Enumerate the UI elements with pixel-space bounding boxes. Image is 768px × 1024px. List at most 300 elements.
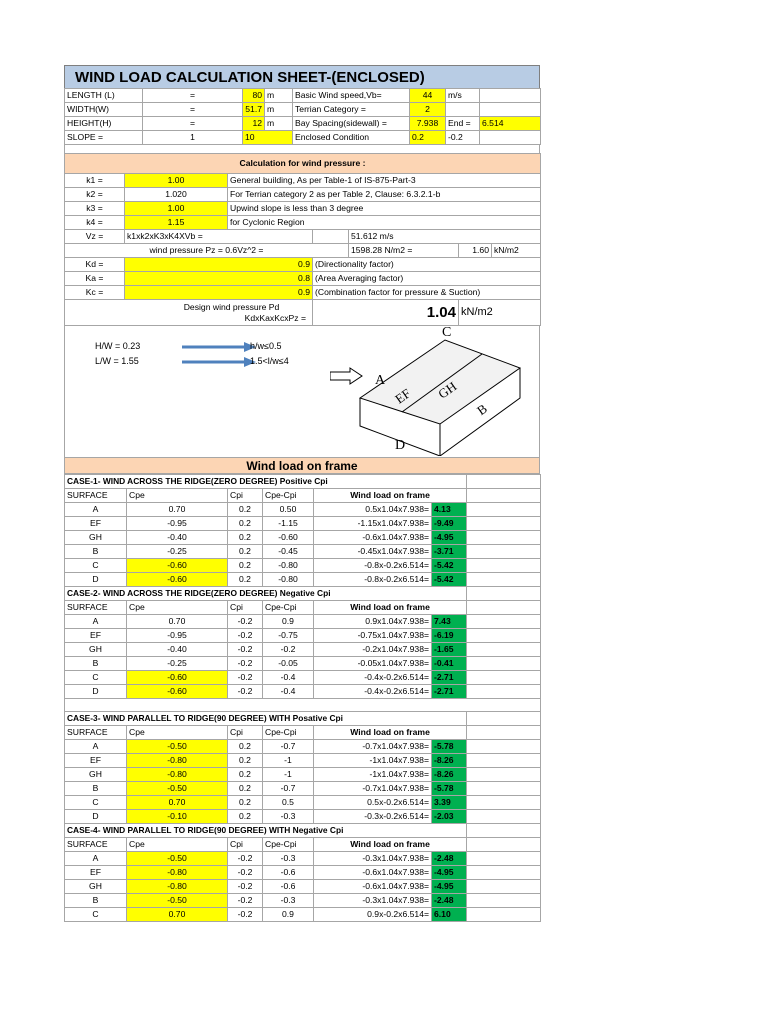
formula-cell: -0.75x1.04x7.938=	[314, 629, 432, 643]
kc-label: Kc =	[65, 286, 125, 300]
col-cpe-cpi: Cpe-Cpi	[263, 838, 314, 852]
row-k3	[65, 202, 541, 216]
row-slope	[65, 131, 541, 145]
arrow-icon	[182, 357, 256, 367]
k4-label: k4 =	[65, 216, 125, 230]
col-cpe: Cpe	[127, 838, 228, 852]
table-row	[65, 852, 541, 866]
table-row	[65, 503, 541, 517]
case-title-row	[65, 712, 541, 726]
hw-condition: h/w≤0.5	[250, 341, 282, 351]
ka-value[interactable]: 0.8	[125, 272, 313, 286]
cpi-cell: -0.2	[228, 908, 263, 922]
label-gh: GH	[435, 378, 460, 402]
empty-cell	[467, 796, 541, 810]
table-row	[65, 671, 541, 685]
cpe-cpi-cell: -0.80	[263, 559, 314, 573]
label-d: D	[395, 438, 406, 453]
col-surface: SURFACE	[65, 601, 127, 615]
slope-label: SLOPE =	[65, 131, 143, 145]
cpe-cpi-cell: -0.45	[263, 545, 314, 559]
empty-cell	[467, 601, 541, 615]
bay-value[interactable]: 7.938	[410, 117, 446, 131]
surface-cell: B	[65, 894, 127, 908]
cpe-cell: -0.80	[127, 880, 228, 894]
cpi-cell: 0.2	[228, 531, 263, 545]
surface-cell: GH	[65, 531, 127, 545]
col-wind-load: Wind load on frame	[314, 838, 467, 852]
case-title-row	[65, 475, 541, 489]
cpe-cpi-cell: -0.4	[263, 671, 314, 685]
formula-cell: -1.15x1.04x7.938=	[314, 517, 432, 531]
column-header-row	[65, 838, 541, 852]
col-wind-load: Wind load on frame	[314, 601, 467, 615]
pd-label	[65, 300, 313, 326]
col-cpe: Cpe	[127, 726, 228, 740]
cpi-cell: -0.2	[228, 643, 263, 657]
cpe-cell: -0.50	[127, 852, 228, 866]
height-label: HEIGHT(H)	[65, 117, 143, 131]
empty-cell	[467, 824, 541, 838]
col-cpe: Cpe	[127, 489, 228, 503]
empty-cell	[467, 810, 541, 824]
cpe-cell: -0.25	[127, 545, 228, 559]
cpi-cell: 0.2	[228, 740, 263, 754]
surface-cell: EF	[65, 866, 127, 880]
empty-cell	[467, 768, 541, 782]
table-row	[65, 782, 541, 796]
row-pz	[65, 244, 541, 258]
label-a: A	[375, 373, 386, 388]
cpe-cell: -0.50	[127, 894, 228, 908]
cpi-cell: 0.2	[228, 782, 263, 796]
k2-label: k2 =	[65, 188, 125, 202]
cpi-cell: 0.2	[228, 573, 263, 587]
empty-cell	[480, 103, 541, 117]
load-value-cell: -8.26	[432, 768, 467, 782]
pz-unit: kN/m2	[492, 244, 541, 258]
load-value-cell: 7.43	[432, 615, 467, 629]
surface-cell: A	[65, 503, 127, 517]
spacer	[64, 145, 540, 153]
width-unit: m	[265, 103, 293, 117]
table-row	[65, 573, 541, 587]
width-label: WIDTH(W)	[65, 103, 143, 117]
cpe-cell: -0.50	[127, 782, 228, 796]
cpe-cpi-cell: 0.5	[263, 796, 314, 810]
cpe-cpi-cell: -0.3	[263, 894, 314, 908]
row-length	[65, 89, 541, 103]
cpi-cell: 0.2	[228, 503, 263, 517]
cpe-cell: -0.60	[127, 559, 228, 573]
cpi-cell: 0.2	[228, 517, 263, 531]
table-row	[65, 643, 541, 657]
cpe-cell: 0.70	[127, 796, 228, 810]
col-cpe: Cpe	[127, 601, 228, 615]
empty-cell	[467, 475, 541, 489]
case-title: CASE-1- WIND ACROSS THE RIDGE(ZERO DEGREE) Positive Cpi	[65, 475, 467, 489]
col-cpi: Cpi	[228, 489, 263, 503]
row-kc	[65, 286, 541, 300]
table-row	[65, 531, 541, 545]
pz-kn: 1.60	[459, 244, 492, 258]
vz-formula: k1xk2xK3xK4XVb =	[125, 230, 313, 244]
formula-cell: -0.8x-0.2x6.514=	[314, 573, 432, 587]
formula-cell: -0.6x1.04x7.938=	[314, 880, 432, 894]
cpe-cpi-cell: -0.4	[263, 685, 314, 699]
end-label: End =	[446, 117, 480, 131]
calculation-sheet	[64, 65, 540, 922]
pd-label-line1: Design wind pressure Pd	[183, 301, 280, 312]
k3-value[interactable]: 1.00	[125, 202, 228, 216]
calc-heading: Calculation for wind pressure :	[65, 154, 541, 174]
col-wind-load: Wind load on frame	[314, 489, 467, 503]
k1-desc: General building, As per Table-1 of IS-875-Part-3	[228, 174, 541, 188]
k4-desc: for Cyclonic Region	[228, 216, 541, 230]
length-value[interactable]: 80	[243, 89, 265, 103]
load-value-cell: -2.48	[432, 894, 467, 908]
frame-heading: Wind load on frame	[64, 457, 540, 474]
formula-cell: -0.7x1.04x7.938=	[314, 782, 432, 796]
load-value-cell: -4.95	[432, 880, 467, 894]
cpi-cell: 0.2	[228, 810, 263, 824]
col-cpe-cpi: Cpe-Cpi	[263, 726, 314, 740]
col-surface: SURFACE	[65, 726, 127, 740]
formula-cell: -0.3x-0.2x6.514=	[314, 810, 432, 824]
cpe-cpi-cell: -0.80	[263, 573, 314, 587]
wind-speed-value[interactable]: 44	[410, 89, 446, 103]
surface-cell: C	[65, 671, 127, 685]
cpi-cell: -0.2	[228, 615, 263, 629]
cpe-cell: -0.80	[127, 866, 228, 880]
empty-cell	[446, 103, 480, 117]
label-b: B	[474, 400, 490, 419]
load-value-cell: 6.10	[432, 908, 467, 922]
empty-cell	[467, 503, 541, 517]
load-value-cell: -2.48	[432, 852, 467, 866]
cpe-cell: 0.70	[127, 615, 228, 629]
table-row	[65, 740, 541, 754]
table-row	[65, 894, 541, 908]
empty-cell	[467, 726, 541, 740]
inputs-table	[64, 88, 541, 145]
surface-cell: D	[65, 573, 127, 587]
table-row	[65, 559, 541, 573]
surface-cell: GH	[65, 643, 127, 657]
surface-cell: GH	[65, 880, 127, 894]
cpi-cell: 0.2	[228, 754, 263, 768]
formula-cell: -0.6x1.04x7.938=	[314, 866, 432, 880]
frame-body	[65, 475, 541, 922]
cpi-cell: -0.2	[228, 852, 263, 866]
surface-cell: C	[65, 796, 127, 810]
k1-label: k1 =	[65, 174, 125, 188]
formula-cell: -0.3x1.04x7.938=	[314, 852, 432, 866]
lw-condition: 1.5<l/w≤4	[250, 356, 289, 366]
row-width	[65, 103, 541, 117]
empty-cell	[467, 657, 541, 671]
cpi-cell: -0.2	[228, 671, 263, 685]
col-surface: SURFACE	[65, 489, 127, 503]
load-value-cell: -5.42	[432, 559, 467, 573]
formula-cell: -0.7x1.04x7.938=	[314, 740, 432, 754]
empty-cell	[467, 894, 541, 908]
vz-label: Vz =	[65, 230, 125, 244]
case-title: CASE-2- WIND ACROSS THE RIDGE(ZERO DEGREE) Negative Cpi	[65, 587, 467, 601]
load-value-cell: -2.71	[432, 671, 467, 685]
table-row	[65, 517, 541, 531]
width-value[interactable]: 51.7	[243, 103, 265, 117]
cpe-cpi-cell: -1	[263, 768, 314, 782]
kc-desc: (Combination factor for pressure & Suction)	[313, 286, 541, 300]
building-icon	[330, 326, 530, 456]
col-cpe-cpi: Cpe-Cpi	[263, 489, 314, 503]
empty-cell	[467, 489, 541, 503]
empty-cell	[467, 573, 541, 587]
enclosed-label: Enclosed Condition	[293, 131, 410, 145]
table-row	[65, 866, 541, 880]
table-row	[65, 629, 541, 643]
empty-cell	[467, 517, 541, 531]
table-row	[65, 908, 541, 922]
pd-unit: kN/m2	[459, 300, 541, 326]
empty-cell	[467, 740, 541, 754]
bay-label: Bay Spacing(sidewall) =	[293, 117, 410, 131]
surface-cell: A	[65, 615, 127, 629]
frame-table	[64, 474, 541, 922]
label-c: C	[442, 326, 452, 340]
case-title-row	[65, 587, 541, 601]
cpe-cell: -0.60	[127, 573, 228, 587]
cpe-cell: -0.80	[127, 754, 228, 768]
empty-cell	[467, 545, 541, 559]
col-wind-load: Wind load on frame	[314, 726, 467, 740]
table-row	[65, 615, 541, 629]
length-unit: m	[265, 89, 293, 103]
wind-speed-label: Basic Wind speed,Vb=	[293, 89, 410, 103]
row-height	[65, 117, 541, 131]
empty-cell	[467, 559, 541, 573]
surface-cell: B	[65, 545, 127, 559]
cpe-cell: -0.25	[127, 657, 228, 671]
row-ka	[65, 272, 541, 286]
terrain-value[interactable]: 2	[410, 103, 446, 117]
k2-desc: For Terrian category 2 as per Table 2, Clause: 6.3.2.1-b	[228, 188, 541, 202]
end-value[interactable]: 6.514	[480, 117, 541, 131]
formula-cell: -0.45x1.04x7.938=	[314, 545, 432, 559]
cpe-cell: -0.40	[127, 643, 228, 657]
cpi-cell: -0.2	[228, 685, 263, 699]
cpi-cell: 0.2	[228, 545, 263, 559]
cpe-cell: -0.80	[127, 768, 228, 782]
height-unit: m	[265, 117, 293, 131]
calc-heading-row	[65, 154, 541, 174]
sheet-title: WIND LOAD CALCULATION SHEET-(ENCLOSED)	[64, 65, 540, 88]
formula-cell: -0.8x-0.2x6.514=	[314, 559, 432, 573]
length-eq: =	[143, 89, 243, 103]
empty-cell	[65, 699, 541, 712]
cpe-cpi-cell: -0.6	[263, 866, 314, 880]
spacer-row	[65, 699, 541, 712]
cpi-cell: -0.2	[228, 629, 263, 643]
cpe-cpi-cell: -0.6	[263, 880, 314, 894]
column-header-row	[65, 601, 541, 615]
surface-cell: C	[65, 908, 127, 922]
ka-label: Ka =	[65, 272, 125, 286]
enclosed-pos[interactable]: 0.2	[410, 131, 446, 145]
cpe-cell: -0.10	[127, 810, 228, 824]
column-header-row	[65, 489, 541, 503]
empty-cell	[480, 89, 541, 103]
cpe-cpi-cell: -1	[263, 754, 314, 768]
load-value-cell: -0.41	[432, 657, 467, 671]
k1-value[interactable]: 1.00	[125, 174, 228, 188]
empty-cell	[467, 671, 541, 685]
row-kd	[65, 258, 541, 272]
formula-cell: 0.9x1.04x7.938=	[314, 615, 432, 629]
cpe-cell: -0.40	[127, 531, 228, 545]
formula-cell: -1x1.04x7.938=	[314, 768, 432, 782]
col-surface: SURFACE	[65, 838, 127, 852]
building-diagram	[64, 326, 540, 457]
case-title-row	[65, 824, 541, 838]
load-value-cell: -9.49	[432, 517, 467, 531]
cpe-cell: -0.60	[127, 685, 228, 699]
formula-cell: -0.4x-0.2x6.514=	[314, 671, 432, 685]
empty-cell	[467, 685, 541, 699]
cpi-cell: -0.2	[228, 866, 263, 880]
load-value-cell: -4.95	[432, 866, 467, 880]
table-row	[65, 754, 541, 768]
empty-cell	[467, 587, 541, 601]
cpe-cpi-cell: -0.3	[263, 852, 314, 866]
wind-speed-unit: m/s	[446, 89, 480, 103]
kd-label: Kd =	[65, 258, 125, 272]
row-k2	[65, 188, 541, 202]
surface-cell: B	[65, 657, 127, 671]
load-value-cell: -2.71	[432, 685, 467, 699]
cpi-cell: 0.2	[228, 796, 263, 810]
surface-cell: D	[65, 685, 127, 699]
pz-value: 1598.28 N/m2 =	[349, 244, 459, 258]
formula-cell: -0.2x1.04x7.938=	[314, 643, 432, 657]
load-value-cell: 4.13	[432, 503, 467, 517]
load-value-cell: -3.71	[432, 545, 467, 559]
slope-b[interactable]: 10	[243, 131, 293, 145]
k3-label: k3 =	[65, 202, 125, 216]
cpe-cpi-cell: -0.05	[263, 657, 314, 671]
surface-cell: EF	[65, 517, 127, 531]
cpe-cell: -0.60	[127, 671, 228, 685]
table-row	[65, 685, 541, 699]
col-cpi: Cpi	[228, 838, 263, 852]
cpe-cpi-cell: 0.9	[263, 908, 314, 922]
empty-cell	[467, 908, 541, 922]
empty-cell	[480, 131, 541, 145]
cpe-cpi-cell: -1.15	[263, 517, 314, 531]
load-value-cell: -2.03	[432, 810, 467, 824]
pz-label: wind pressure Pz = 0.6Vz^2 =	[65, 244, 349, 258]
load-value-cell: -1.65	[432, 643, 467, 657]
cpi-cell: -0.2	[228, 657, 263, 671]
kc-value[interactable]: 0.9	[125, 286, 313, 300]
empty-cell	[313, 230, 349, 244]
cpi-cell: -0.2	[228, 894, 263, 908]
empty-cell	[467, 643, 541, 657]
length-label: LENGTH (L)	[65, 89, 143, 103]
cpi-cell: -0.2	[228, 880, 263, 894]
surface-cell: EF	[65, 629, 127, 643]
pd-label-line2: KdxKaxKcxPz =	[244, 312, 306, 323]
cpe-cell: -0.95	[127, 517, 228, 531]
cpi-cell: 0.2	[228, 559, 263, 573]
empty-cell	[467, 531, 541, 545]
formula-cell: -0.3x1.04x7.938=	[314, 894, 432, 908]
vz-value: 51.612 m/s	[349, 230, 541, 244]
width-eq: =	[143, 103, 243, 117]
kd-value[interactable]: 0.9	[125, 258, 313, 272]
formula-cell: 0.5x-0.2x6.514=	[314, 796, 432, 810]
cpe-cell: 0.70	[127, 908, 228, 922]
formula-cell: -0.6x1.04x7.938=	[314, 531, 432, 545]
k4-value[interactable]: 1.15	[125, 216, 228, 230]
empty-cell	[467, 852, 541, 866]
load-value-cell: 3.39	[432, 796, 467, 810]
k3-desc: Upwind slope is less than 3 degree	[228, 202, 541, 216]
col-cpi: Cpi	[228, 726, 263, 740]
formula-cell: 0.9x-0.2x6.514=	[314, 908, 432, 922]
cpe-cell: 0.70	[127, 503, 228, 517]
cpe-cpi-cell: 0.9	[263, 615, 314, 629]
kd-desc: (Directionality factor)	[313, 258, 541, 272]
formula-cell: 0.5x1.04x7.938=	[314, 503, 432, 517]
row-k1	[65, 174, 541, 188]
row-vz	[65, 230, 541, 244]
load-value-cell: -5.42	[432, 573, 467, 587]
calc-table	[64, 153, 541, 326]
height-value[interactable]: 12	[243, 117, 265, 131]
ratio-arrows	[180, 340, 260, 370]
table-row	[65, 796, 541, 810]
lw-ratio: L/W = 1.55	[95, 356, 139, 366]
table-row	[65, 768, 541, 782]
col-cpi: Cpi	[228, 601, 263, 615]
surface-cell: A	[65, 852, 127, 866]
load-value-cell: -8.26	[432, 754, 467, 768]
table-row	[65, 545, 541, 559]
load-value-cell: -5.78	[432, 782, 467, 796]
load-value-cell: -6.19	[432, 629, 467, 643]
empty-cell	[467, 754, 541, 768]
table-row	[65, 880, 541, 894]
label-ef: EF	[392, 385, 414, 407]
ka-desc: (Area Averaging factor)	[313, 272, 541, 286]
empty-cell	[467, 615, 541, 629]
surface-cell: GH	[65, 768, 127, 782]
height-eq: =	[143, 117, 243, 131]
cpe-cpi-cell: -0.3	[263, 810, 314, 824]
cpe-cpi-cell: -0.75	[263, 629, 314, 643]
terrain-label: Terrian Category =	[293, 103, 410, 117]
cpe-cpi-cell: 0.50	[263, 503, 314, 517]
column-header-row	[65, 726, 541, 740]
hw-ratio: H/W = 0.23	[95, 341, 141, 351]
empty-cell	[467, 712, 541, 726]
surface-cell: C	[65, 559, 127, 573]
slope-a: 1	[143, 131, 243, 145]
surface-cell: A	[65, 740, 127, 754]
cpe-cpi-cell: -0.2	[263, 643, 314, 657]
